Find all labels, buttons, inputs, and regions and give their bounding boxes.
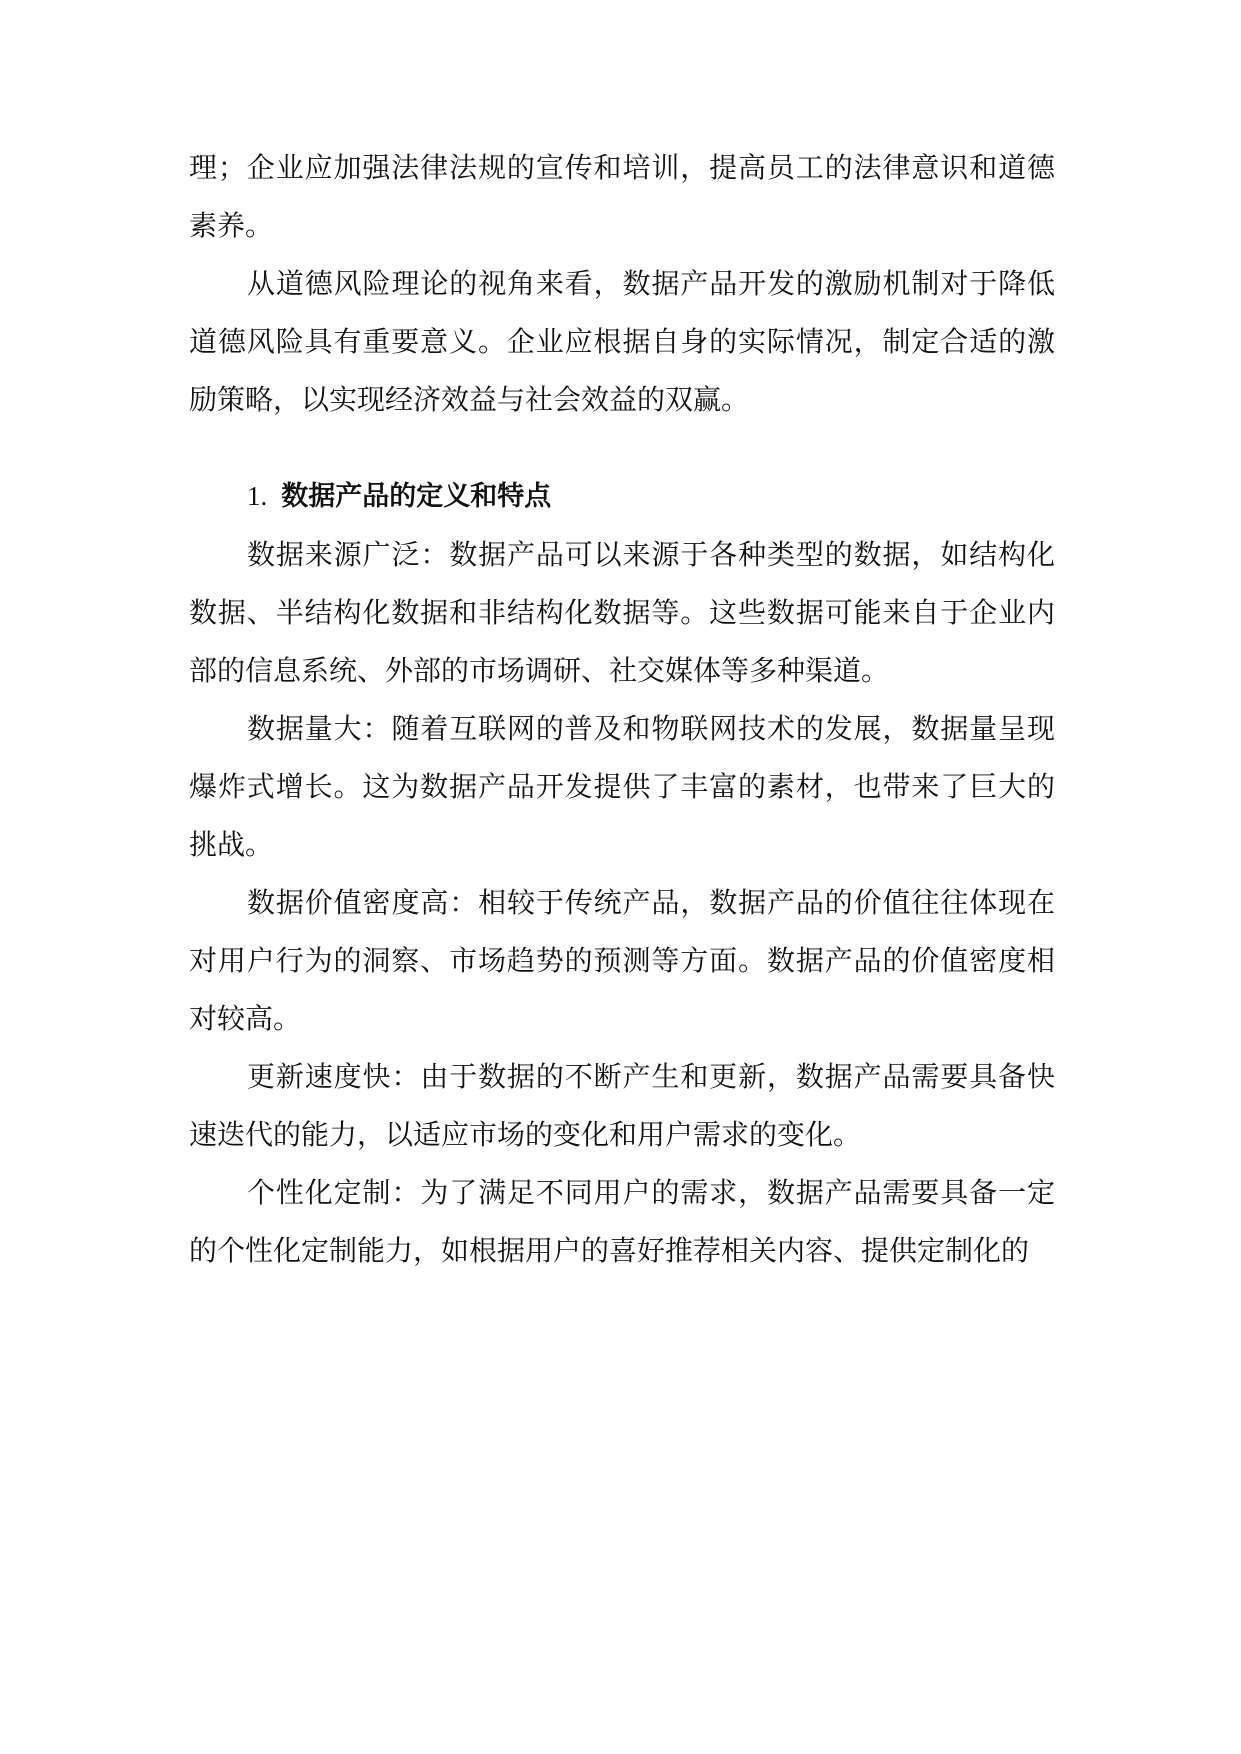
section-heading <box>189 467 1055 526</box>
paragraph-value-density: 数据价值密度高：相较于传统产品，数据产品的价值往往体现在对用户行为的洞察、市场趋势的预测等方面。数据产品的价值密度相对较高。 <box>189 886 1055 1035</box>
section-heading-number: 1. <box>247 481 268 511</box>
paragraph-data-sources: 数据来源广泛：数据产品可以来源于各种类型的数据，如结构化数据、半结构化数据和非结构化数据等。这些数据可能来自于企业内部的信息系统、外部的市场调研、社交媒体等多种渠道。 <box>189 538 1055 687</box>
paragraph-continued: 理；企业应加强法律法规的宣传和培训，提高员工的法律意识和道德素养。 <box>189 151 1055 242</box>
section-heading-title: 数据产品的定义和特点 <box>281 481 552 512</box>
paragraph-moral-risk: 从道德风险理论的视角来看，数据产品开发的激励机制对于降低道德风险具有重要意义。企业应根据自身的实际情况，制定合适的激励策略，以实现经济效益与社会效益的双赢。 <box>189 267 1055 416</box>
paragraph-data-volume: 数据量大：随着互联网的普及和物联网技术的发展，数据量呈现爆炸式增长。这为数据产品开发提供了丰富的素材，也带来了巨大的挑战。 <box>189 712 1055 861</box>
paragraph-update-speed: 更新速度快：由于数据的不断产生和更新，数据产品需要具备快速迭代的能力，以适应市场的变化和用户需求的变化。 <box>189 1060 1055 1151</box>
document-body <box>189 139 1055 1280</box>
paragraph-personalization: 个性化定制：为了满足不同用户的需求，数据产品需要具备一定的个性化定制能力，如根据用户的喜好推荐相关内容、提供定制化的 <box>189 1176 1055 1267</box>
